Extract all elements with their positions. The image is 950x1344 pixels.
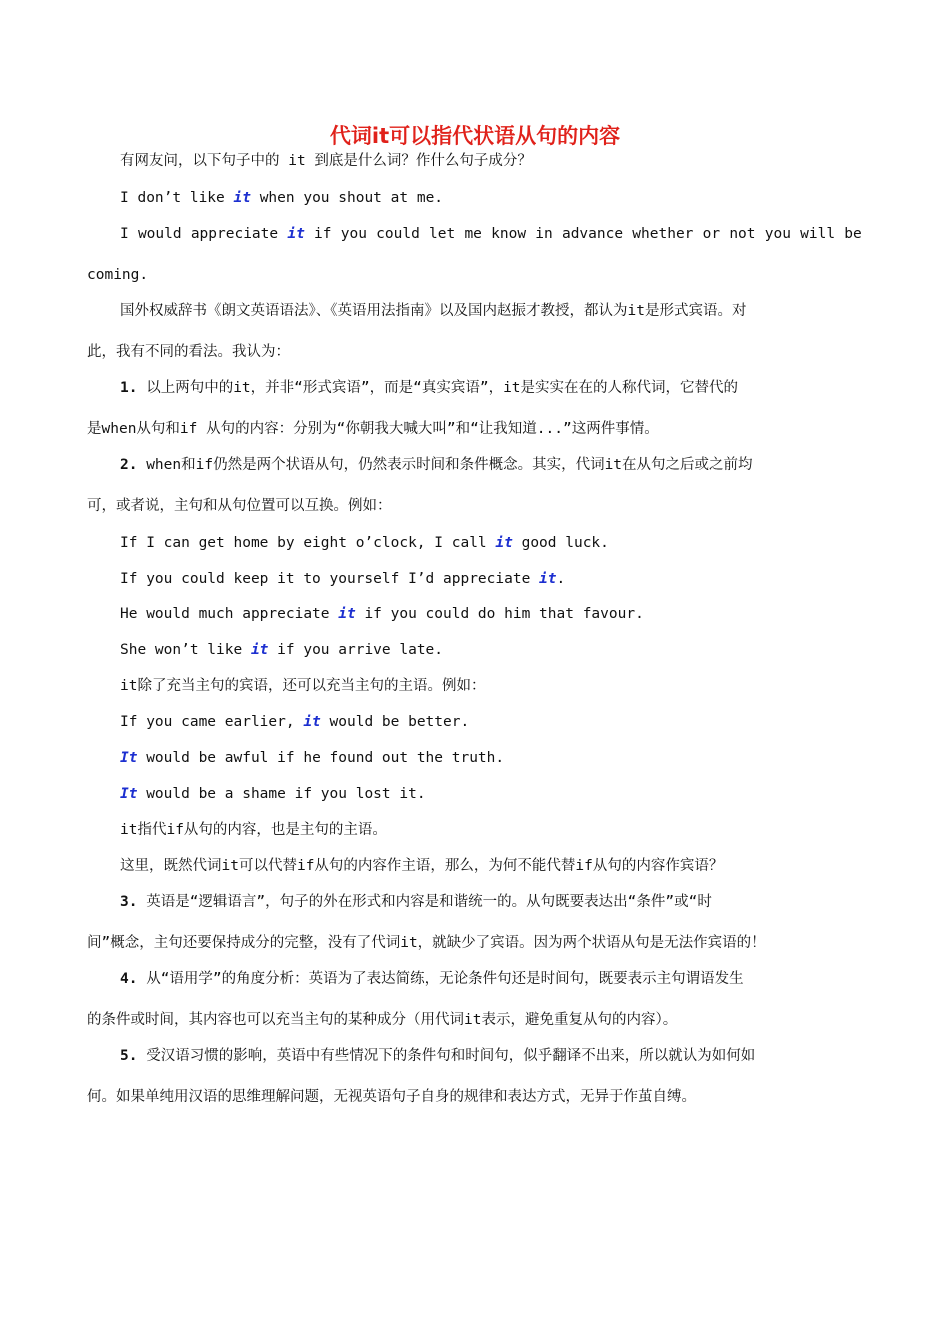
point-4-line-1: 4. 从“语用学”的角度分析：英语为了表达简练，无论条件句还是时间句，既要表示主句谓语发生 (120, 971, 744, 987)
point-1-line-1: 1. 以上两句中的it，并非“形式宾语”，而是“真实宾语”，it是实实在在的人称代词，它替代的 (120, 380, 739, 396)
authority-paragraph-line-2: 此，我有不同的看法。我认为： (87, 344, 290, 360)
example-sentence-2-continued: coming. (87, 267, 149, 283)
point-3-line-1: 3. 英语是“逻辑语言”，句子的外在形式和内容是和谐统一的。从句既要表达出“条件”或“时 (120, 894, 712, 910)
page-title: 代词it可以指代状语从句的内容 (329, 124, 621, 148)
example-sentence-4: If you could keep it to yourself I’d appreciate it. (120, 571, 566, 587)
example-sentence-1: I don’t like it when you shout at me. (120, 190, 444, 206)
point-number: 5. (120, 1048, 138, 1064)
example-sentence-6: She won’t like it if you arrive late. (120, 642, 444, 658)
highlighted-it: it (250, 642, 269, 658)
question-paragraph: 这里，既然代词it可以代替if从句的内容作主语，那么，为何不能代替if从句的内容作宾语？ (120, 858, 724, 874)
point-number: 1. (120, 380, 138, 396)
example-sentence-7: If you came earlier, it would be better. (120, 714, 470, 730)
highlighted-it: it (303, 714, 321, 730)
example-sentence-5: He would much appreciate it if you could do him that favour. (120, 606, 644, 622)
point-number: 4. (120, 971, 138, 987)
point-5-line-2: 何。如果单纯用汉语的思维理解问题，无视英语句子自身的规律和表达方式，无异于作茧自缚。 (87, 1089, 696, 1105)
example-sentence-8: It would be awful if he found out the truth. (120, 750, 505, 766)
subject-paragraph: it除了充当主句的宾语，还可以充当主句的主语。例如： (120, 678, 486, 694)
point-3-line-2: 间”概念，主句还要保持成分的完整，没有了代词it，就缺少了宾语。因为两个状语从句是无法作宾语的！ (87, 935, 766, 951)
example-sentence-9: It would be a shame if you lost it. (120, 786, 426, 802)
example-sentence-2: I would appreciate it if you could let me know in advance whether or not you will be (120, 226, 862, 242)
point-number: 2. (120, 457, 138, 473)
authority-paragraph-line-1: 国外权威辞书《朗文英语语法》、《英语用法指南》以及国内赵振才教授，都认为it是形式宾语。对 (120, 303, 747, 319)
highlighted-it: it (287, 226, 305, 242)
point-2-line-1: 2. when和if仍然是两个状语从句，仍然表示时间和条件概念。其实，代词it在从句之后或之前均 (120, 457, 753, 473)
highlighted-it: It (120, 786, 138, 802)
highlighted-it: It (120, 750, 138, 766)
refers-paragraph: it指代if从句的内容，也是主句的主语。 (120, 822, 387, 838)
highlighted-it: it (495, 535, 513, 551)
intro-paragraph: 有网友问，以下句子中的 it 到底是什么词？作什么句子成分？ (120, 153, 532, 169)
highlighted-it: it (539, 571, 557, 587)
point-2-line-2: 可，或者说，主句和从句位置可以互换。例如： (87, 498, 392, 514)
highlighted-it: it (233, 190, 251, 206)
point-number: 3. (120, 894, 138, 910)
point-4-line-2: 的条件或时间，其内容也可以充当主句的某种成分（用代词it表示，避免重复从句的内容）。 (87, 1012, 678, 1028)
point-1-line-2: 是when从句和if 从句的内容：分别为“你朝我大喊大叫”和“让我知道...”这两件事情。 (87, 421, 659, 437)
point-5-line-1: 5. 受汉语习惯的影响，英语中有些情况下的条件句和时间句，似乎翻译不出来，所以就认为如何如 (120, 1048, 756, 1064)
highlighted-it: it (338, 606, 356, 622)
example-sentence-3: If I can get home by eight o’clock, I call it good luck. (120, 535, 609, 551)
